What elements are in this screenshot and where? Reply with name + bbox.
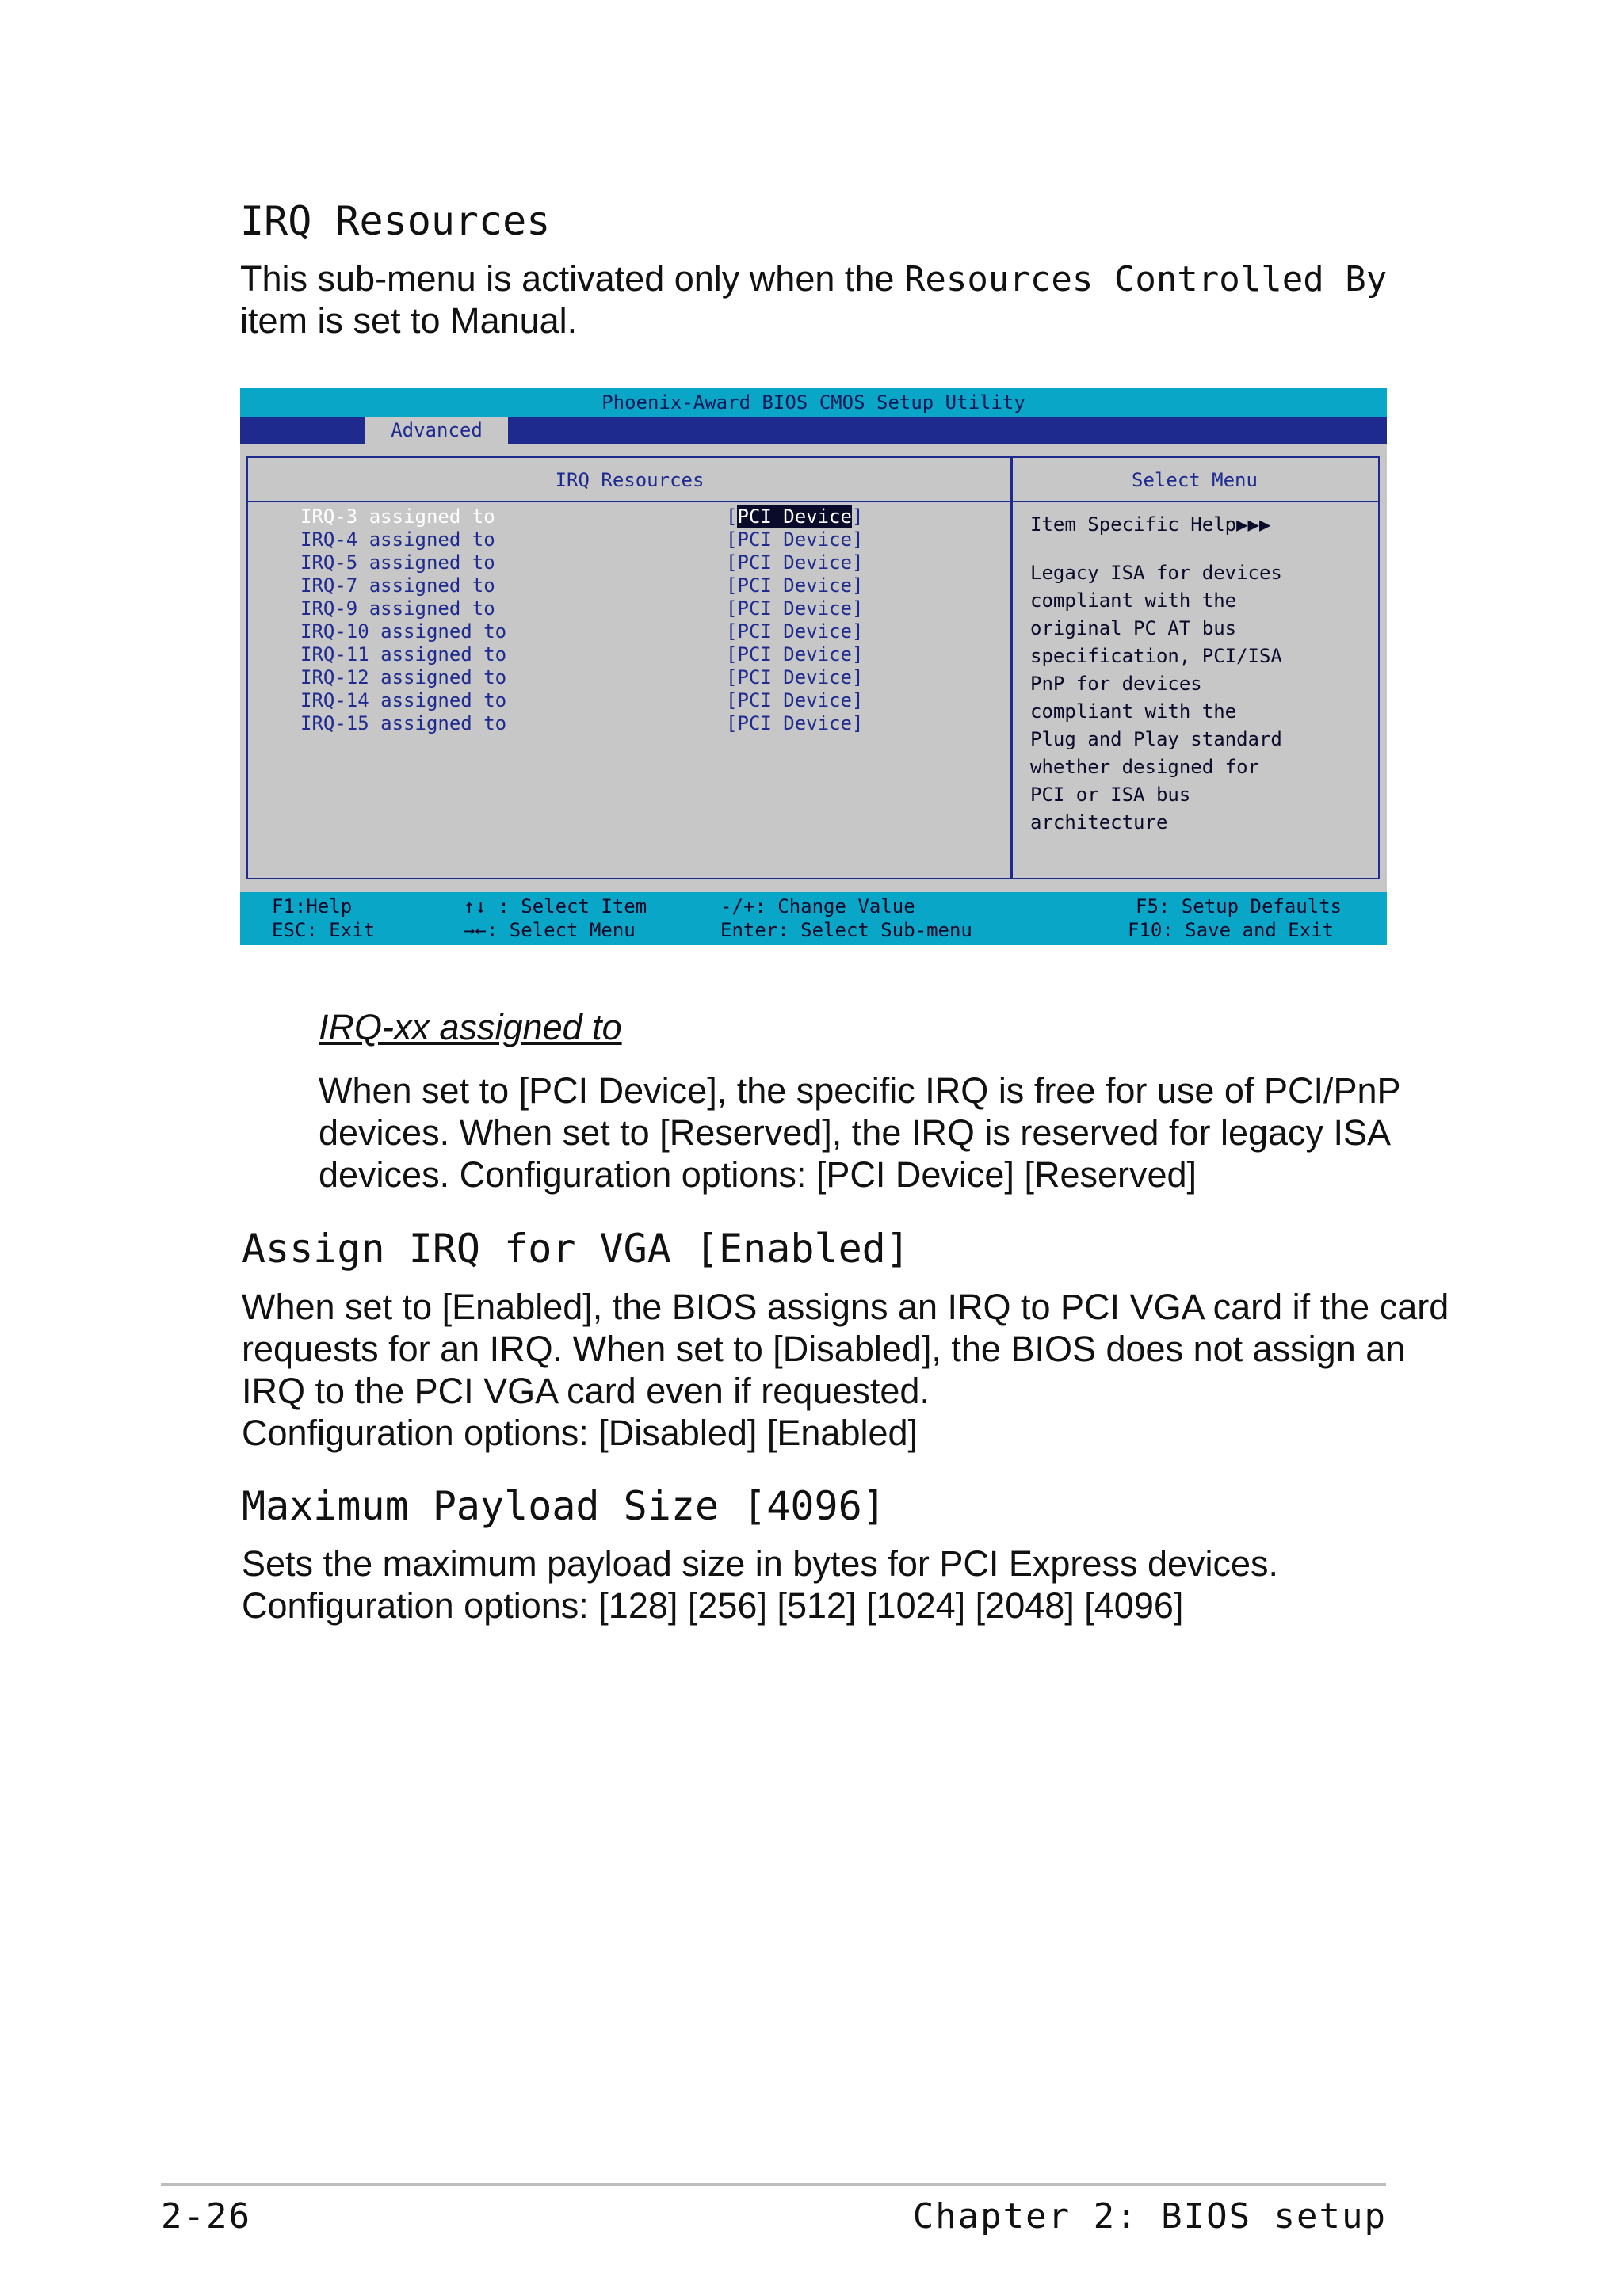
- help-text: [1030, 559, 1282, 837]
- irq-row-value[interactable]: [PCI Device]: [726, 620, 864, 643]
- help-line: original PC AT bus: [1030, 617, 1237, 639]
- irq-row-label: IRQ-10 assigned to: [300, 620, 507, 643]
- irq-row-label: IRQ-15 assigned to: [300, 712, 507, 734]
- help-line: architecture: [1030, 811, 1168, 833]
- paragraph-line: Sets the maximum payload size in bytes for PCI Express devices.: [242, 1543, 1279, 1584]
- irq-row-value[interactable]: [PCI Device]: [726, 505, 864, 528]
- intro-text-line2: item is set to Manual.: [240, 300, 578, 341]
- irq-row-label: IRQ-12 assigned to: [300, 666, 507, 688]
- irq-row-value[interactable]: [PCI Device]: [726, 643, 864, 666]
- irq-row[interactable]: [248, 574, 1011, 597]
- irq-row-label: IRQ-3 assigned to: [300, 505, 495, 528]
- help-title: Item Specific Help▶▶▶: [1030, 513, 1271, 536]
- key-select-menu: →←: Select Menu: [464, 919, 636, 941]
- help-line: compliant with the: [1030, 589, 1237, 612]
- paragraph-line: Configuration options: [128] [256] [512] [1024] [2048] [4096]: [242, 1585, 1184, 1626]
- help-line: compliant with the: [1030, 700, 1237, 723]
- intro-bold-term: Resources Controlled By: [903, 259, 1388, 299]
- irq-row-value[interactable]: [PCI Device]: [726, 689, 864, 711]
- intro-text: This sub-menu is activated only when the: [240, 258, 904, 299]
- irq-row[interactable]: [248, 597, 1011, 620]
- paragraph-line: When set to [Enabled], the BIOS assigns an IRQ to PCI VGA card if the card: [242, 1287, 1449, 1327]
- irq-row[interactable]: [248, 551, 1011, 574]
- irq-row[interactable]: [248, 712, 1011, 735]
- irq-row[interactable]: [248, 505, 1011, 528]
- help-line: Legacy ISA for devices: [1030, 562, 1282, 584]
- key-setup-defaults: F5: Setup Defaults: [1136, 895, 1342, 917]
- bios-left-header: IRQ Resources: [248, 458, 1011, 502]
- irq-row-value[interactable]: [PCI Device]: [726, 551, 864, 574]
- help-line: PCI or ISA bus: [1030, 784, 1191, 806]
- irq-row-label: IRQ-7 assigned to: [300, 574, 495, 597]
- irq-row[interactable]: [248, 643, 1011, 666]
- irq-row[interactable]: [248, 689, 1011, 712]
- irq-item-description: [319, 1070, 1401, 1196]
- help-line: whether designed for: [1030, 756, 1259, 778]
- irq-item-title: IRQ-xx assigned to: [319, 1007, 622, 1047]
- key-f1-help: F1:Help: [272, 895, 353, 917]
- paragraph-line: IRQ to the PCI VGA card even if requested.: [242, 1371, 930, 1411]
- irq-row[interactable]: [248, 620, 1011, 643]
- irq-row-label: IRQ-14 assigned to: [300, 689, 507, 711]
- key-select-item: ↑↓ : Select Item: [464, 895, 647, 917]
- help-line: Plug and Play standard: [1030, 728, 1282, 750]
- bios-menu-bar: [240, 417, 1387, 444]
- section3-description: [242, 1543, 1278, 1627]
- irq-row-label: IRQ-11 assigned to: [300, 643, 507, 666]
- bios-left-pane: [246, 456, 1013, 879]
- bios-right-pane: [1010, 456, 1380, 879]
- bios-screenshot: [240, 388, 1387, 945]
- paragraph-line: requests for an IRQ. When set to [Disabled], the BIOS does not assign an: [242, 1329, 1406, 1369]
- help-line: PnP for devices: [1030, 673, 1202, 695]
- section-heading-assign-irq-vga: Assign IRQ for VGA [Enabled]: [242, 1226, 910, 1272]
- irq-row-value[interactable]: [PCI Device]: [726, 528, 864, 551]
- irq-row-label: IRQ-5 assigned to: [300, 551, 495, 574]
- chapter-title: Chapter 2: BIOS setup: [912, 2196, 1387, 2237]
- irq-row[interactable]: [248, 528, 1011, 551]
- irq-row[interactable]: [248, 666, 1011, 689]
- paragraph-line: devices. When set to [Reserved], the IRQ is reserved for legacy ISA: [319, 1112, 1392, 1153]
- irq-row-value[interactable]: [PCI Device]: [726, 666, 864, 688]
- section-heading-irq-resources: IRQ Resources: [240, 198, 551, 244]
- page-number: 2-26: [161, 2196, 251, 2237]
- paragraph-line: When set to [PCI Device], the specific IRQ is free for use of PCI/PnP: [319, 1070, 1401, 1111]
- key-select-submenu: Enter: Select Sub-menu: [720, 919, 972, 941]
- bios-title-bar: Phoenix-Award BIOS CMOS Setup Utility: [240, 388, 1387, 417]
- irq-row-value[interactable]: [PCI Device]: [726, 574, 864, 597]
- help-line: specification, PCI/ISA: [1030, 645, 1282, 667]
- bios-right-header: Select Menu: [1011, 458, 1378, 502]
- key-change-value: -/+: Change Value: [720, 895, 915, 917]
- irq-row-value[interactable]: [PCI Device]: [726, 712, 864, 734]
- paragraph-line: Configuration options: [Disabled] [Enabled]: [242, 1413, 918, 1453]
- bios-key-legend: [240, 892, 1387, 945]
- key-esc-exit: ESC: Exit: [272, 919, 376, 941]
- section-heading-max-payload: Maximum Payload Size [4096]: [242, 1483, 886, 1529]
- irq-row-label: IRQ-4 assigned to: [300, 528, 495, 551]
- irq-row-value[interactable]: [PCI Device]: [726, 597, 864, 620]
- footer-rule: [161, 2183, 1386, 2186]
- key-save-exit: F10: Save and Exit: [1128, 919, 1335, 941]
- paragraph-line: devices. Configuration options: [PCI Device] [Reserved]: [319, 1154, 1197, 1195]
- irq-value-highlight: PCI Device: [737, 505, 852, 528]
- section2-description: [242, 1286, 1449, 1454]
- bios-tab-advanced[interactable]: Advanced: [365, 417, 508, 444]
- section-intro: [240, 257, 1429, 300]
- irq-row-label: IRQ-9 assigned to: [300, 597, 495, 620]
